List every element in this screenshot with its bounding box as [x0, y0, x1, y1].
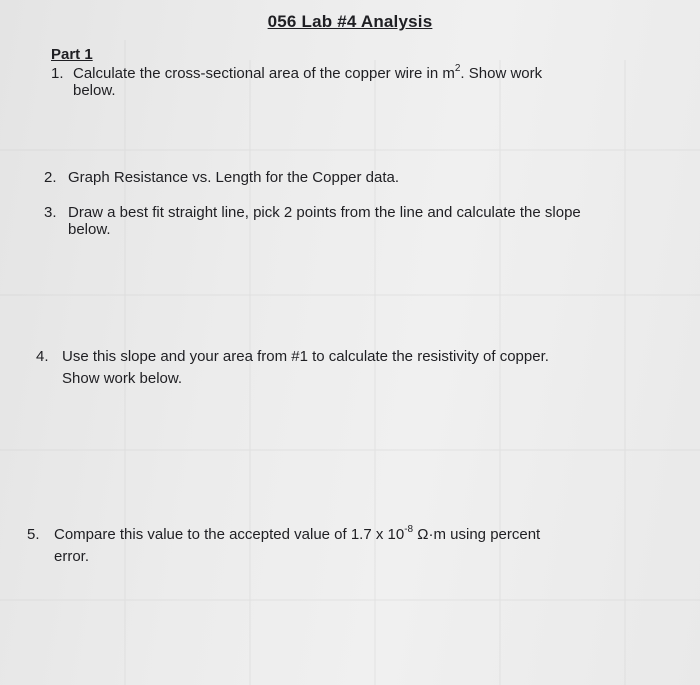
question-1-line-2: below.: [73, 82, 116, 99]
question-4-line-1: Use this slope and your area from #1 to calculate the resistivity of copper.: [62, 348, 549, 365]
question-4-line-2: Show work below.: [62, 370, 183, 387]
question-5-line-2: error.: [54, 548, 90, 565]
question-1-line-1-text: Calculate the cross-sectional area of the copper wire in m: [73, 65, 455, 82]
page-title: 056 Lab #4 Analysis: [267, 12, 433, 31]
part-heading: Part 1: [51, 46, 93, 63]
question-5-line-1-text: Compare this value to the accepted value of 1.7 x 10: [54, 526, 405, 543]
question-5-text: [54, 526, 540, 565]
question-3-line-1: Draw a best fit straight line, pick 2 points from the line and calculate the slope: [68, 204, 581, 221]
question-1-number: 1.: [51, 65, 64, 82]
question-5-exponent: -8: [404, 524, 414, 535]
question-3-number: 3.: [44, 204, 57, 221]
question-5-line-1-end: Ω·m using percent: [413, 526, 541, 543]
question-2-line-1: Graph Resistance vs. Length for the Copper data.: [68, 169, 400, 186]
question-2-number: 2.: [44, 169, 57, 186]
question-5-number: 5.: [27, 526, 40, 543]
question-3-text: [68, 204, 581, 238]
question-1-text: [73, 65, 542, 99]
question-4-number: 4.: [36, 348, 49, 365]
question-1-line-1-end: . Show work: [460, 65, 543, 82]
question-2-text: [68, 169, 399, 186]
question-5-line-1: [54, 526, 540, 543]
question-1-line-1: [73, 65, 542, 82]
question-1-superscript: 2: [454, 63, 461, 74]
question-3-line-2: below.: [68, 221, 111, 238]
question-4-text: [62, 348, 549, 387]
